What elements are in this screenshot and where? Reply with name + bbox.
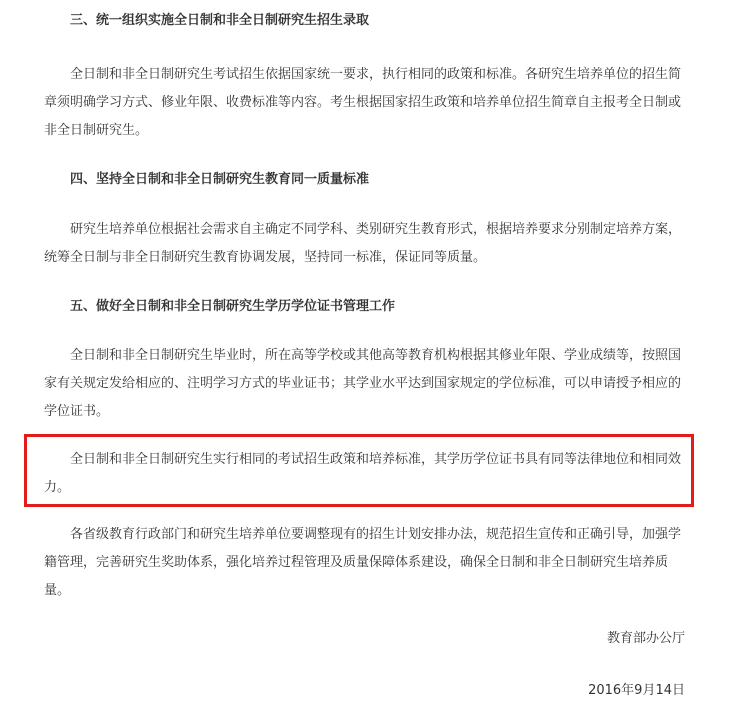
section-3-heading: 三、统一组织实施全日制和非全日制研究生招生录取 [70,13,370,28]
section-3-paragraph: 全日制和非全日制研究生考试招生依据国家统一要求，执行相同的政策和标准。各研究生培养单位的招生简章须明确学习方式、修业年限、收费标准等内容。考生根据国家招生政策和培养单位招生简章自主报考全日制或非全日制研究生。 [44,67,682,138]
section-5-heading: 五、做好全日制和非全日制研究生学历学位证书管理工作 [70,299,396,314]
issuer-signature: 教育部办公厅 [606,631,685,646]
issue-date: 2016年9月14日 [588,683,685,698]
highlighted-paragraph: 全日制和非全日制研究生实行相同的考试招生政策和培养标准，其学历学位证书具有同等法律地位和相同效力。 [44,452,682,495]
section-4-heading: 四、坚持全日制和非全日制研究生教育同一质量标准 [70,172,370,187]
section-4-paragraph: 研究生培养单位根据社会需求自主确定不同学科、类别研究生教育形式，根据培养要求分别制定培养方案，统筹全日制与非全日制研究生教育协调发展，坚持同一标准，保证同等质量。 [44,222,682,265]
section-5-paragraph: 全日制和非全日制研究生毕业时，所在高等学校或其他高等教育机构根据其修业年限、学业成绩等，按照国家有关规定发给相应的、注明学习方式的毕业证书；其学业水平达到国家规定的学位标准，可以申请授予相应的学位证书。 [44,348,682,419]
closing-paragraph: 各省级教育行政部门和研究生培养单位要调整现有的招生计划安排办法，规范招生宣传和正确引导，加强学籍管理，完善研究生奖助体系，强化培养过程管理及质量保障体系建设，确保全日制和非全日制研究生培养质量。 [44,527,682,598]
